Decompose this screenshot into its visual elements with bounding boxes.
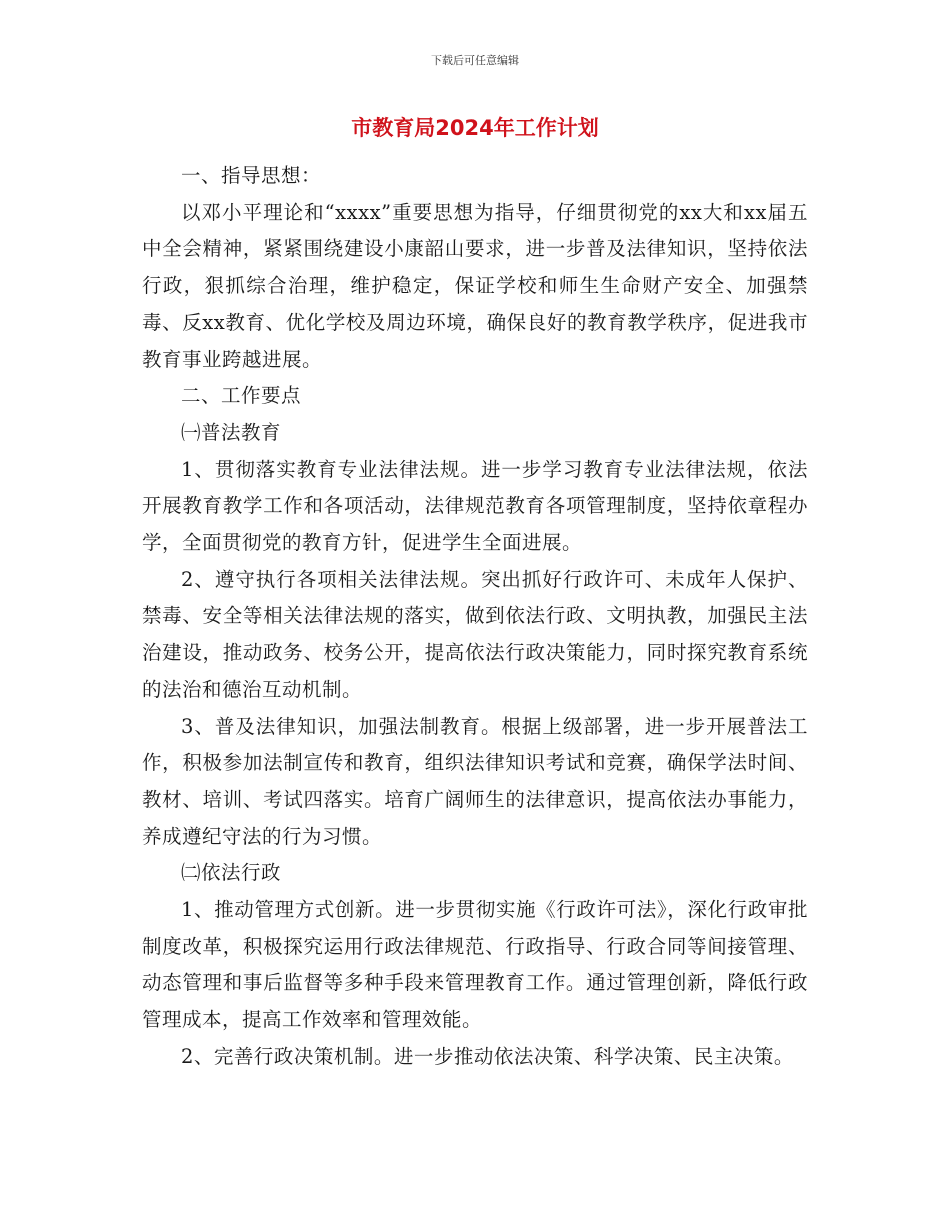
paragraph: 以邓小平理论和“xxxx”重要思想为指导，仔细贯彻党的xx大和xx届五中全会精神，紧紧围绕建设小康韶山要求，进一步普及法律知识，坚持依法行政，狠抓综合治理，维护稳定，保证学校和师生生命财产安全、加强禁毒、反xx教育、优化学校及周边环境，确保良好的教育教学秩序，促进我市教育事业跨越进展。 — [142, 200, 808, 371]
paragraph: 2、遵守执行各项相关法律法规。突出抓好行政许可、未成年人保护、禁毒、安全等相关法律法规的落实，做到依法行政、文明执教，加强民主法治建设，推动政务、校务公开，提高依法行政决策能力，同时探究教育系统的法治和德治互动机制。 — [142, 567, 808, 701]
document-body — [142, 158, 808, 1076]
paragraph: 一、指导思想： — [181, 164, 322, 187]
paragraph: 二、工作要点 — [181, 384, 302, 408]
document-title: 市教育局2024年工作计划 — [351, 116, 599, 140]
paragraph: 3、普及法律知识，加强法制教育。根据上级部署，进一步开展普法工作，积极参加法制宣传和教育，组织法律知识考试和竞赛，确保学法时间、教材、培训、考试四落实。培育广阔师生的法律意识，提高依法办事能力，养成遵纪守法的行为习惯。 — [142, 714, 808, 848]
header-note: 下载后可任意编辑 — [431, 54, 519, 67]
paragraph: 2、完善行政决策机制。进一步推动依法决策、科学决策、民主决策。 — [181, 1044, 794, 1068]
paragraph: 1、贯彻落实教育专业法律法规。进一步学习教育专业法律法规，依法开展教育教学工作和各项活动，法律规范教育各项管理制度，坚持依章程办学，全面贯彻党的教育方针，促进学生全面进展。 — [142, 457, 808, 555]
paragraph: 1、推动管理方式创新。进一步贯彻实施《行政许可法》，深化行政审批制度改革，积极探究运用行政法律规范、行政指导、行政合同等间接管理、动态管理和事后监督等多种手段来管理教育工作。通过管理创新，降低行政管理成本，提高工作效率和管理效能。 — [142, 898, 808, 1032]
paragraph: ㈡依法行政 — [181, 861, 282, 885]
paragraph: ㈠普法教育 — [181, 420, 282, 444]
